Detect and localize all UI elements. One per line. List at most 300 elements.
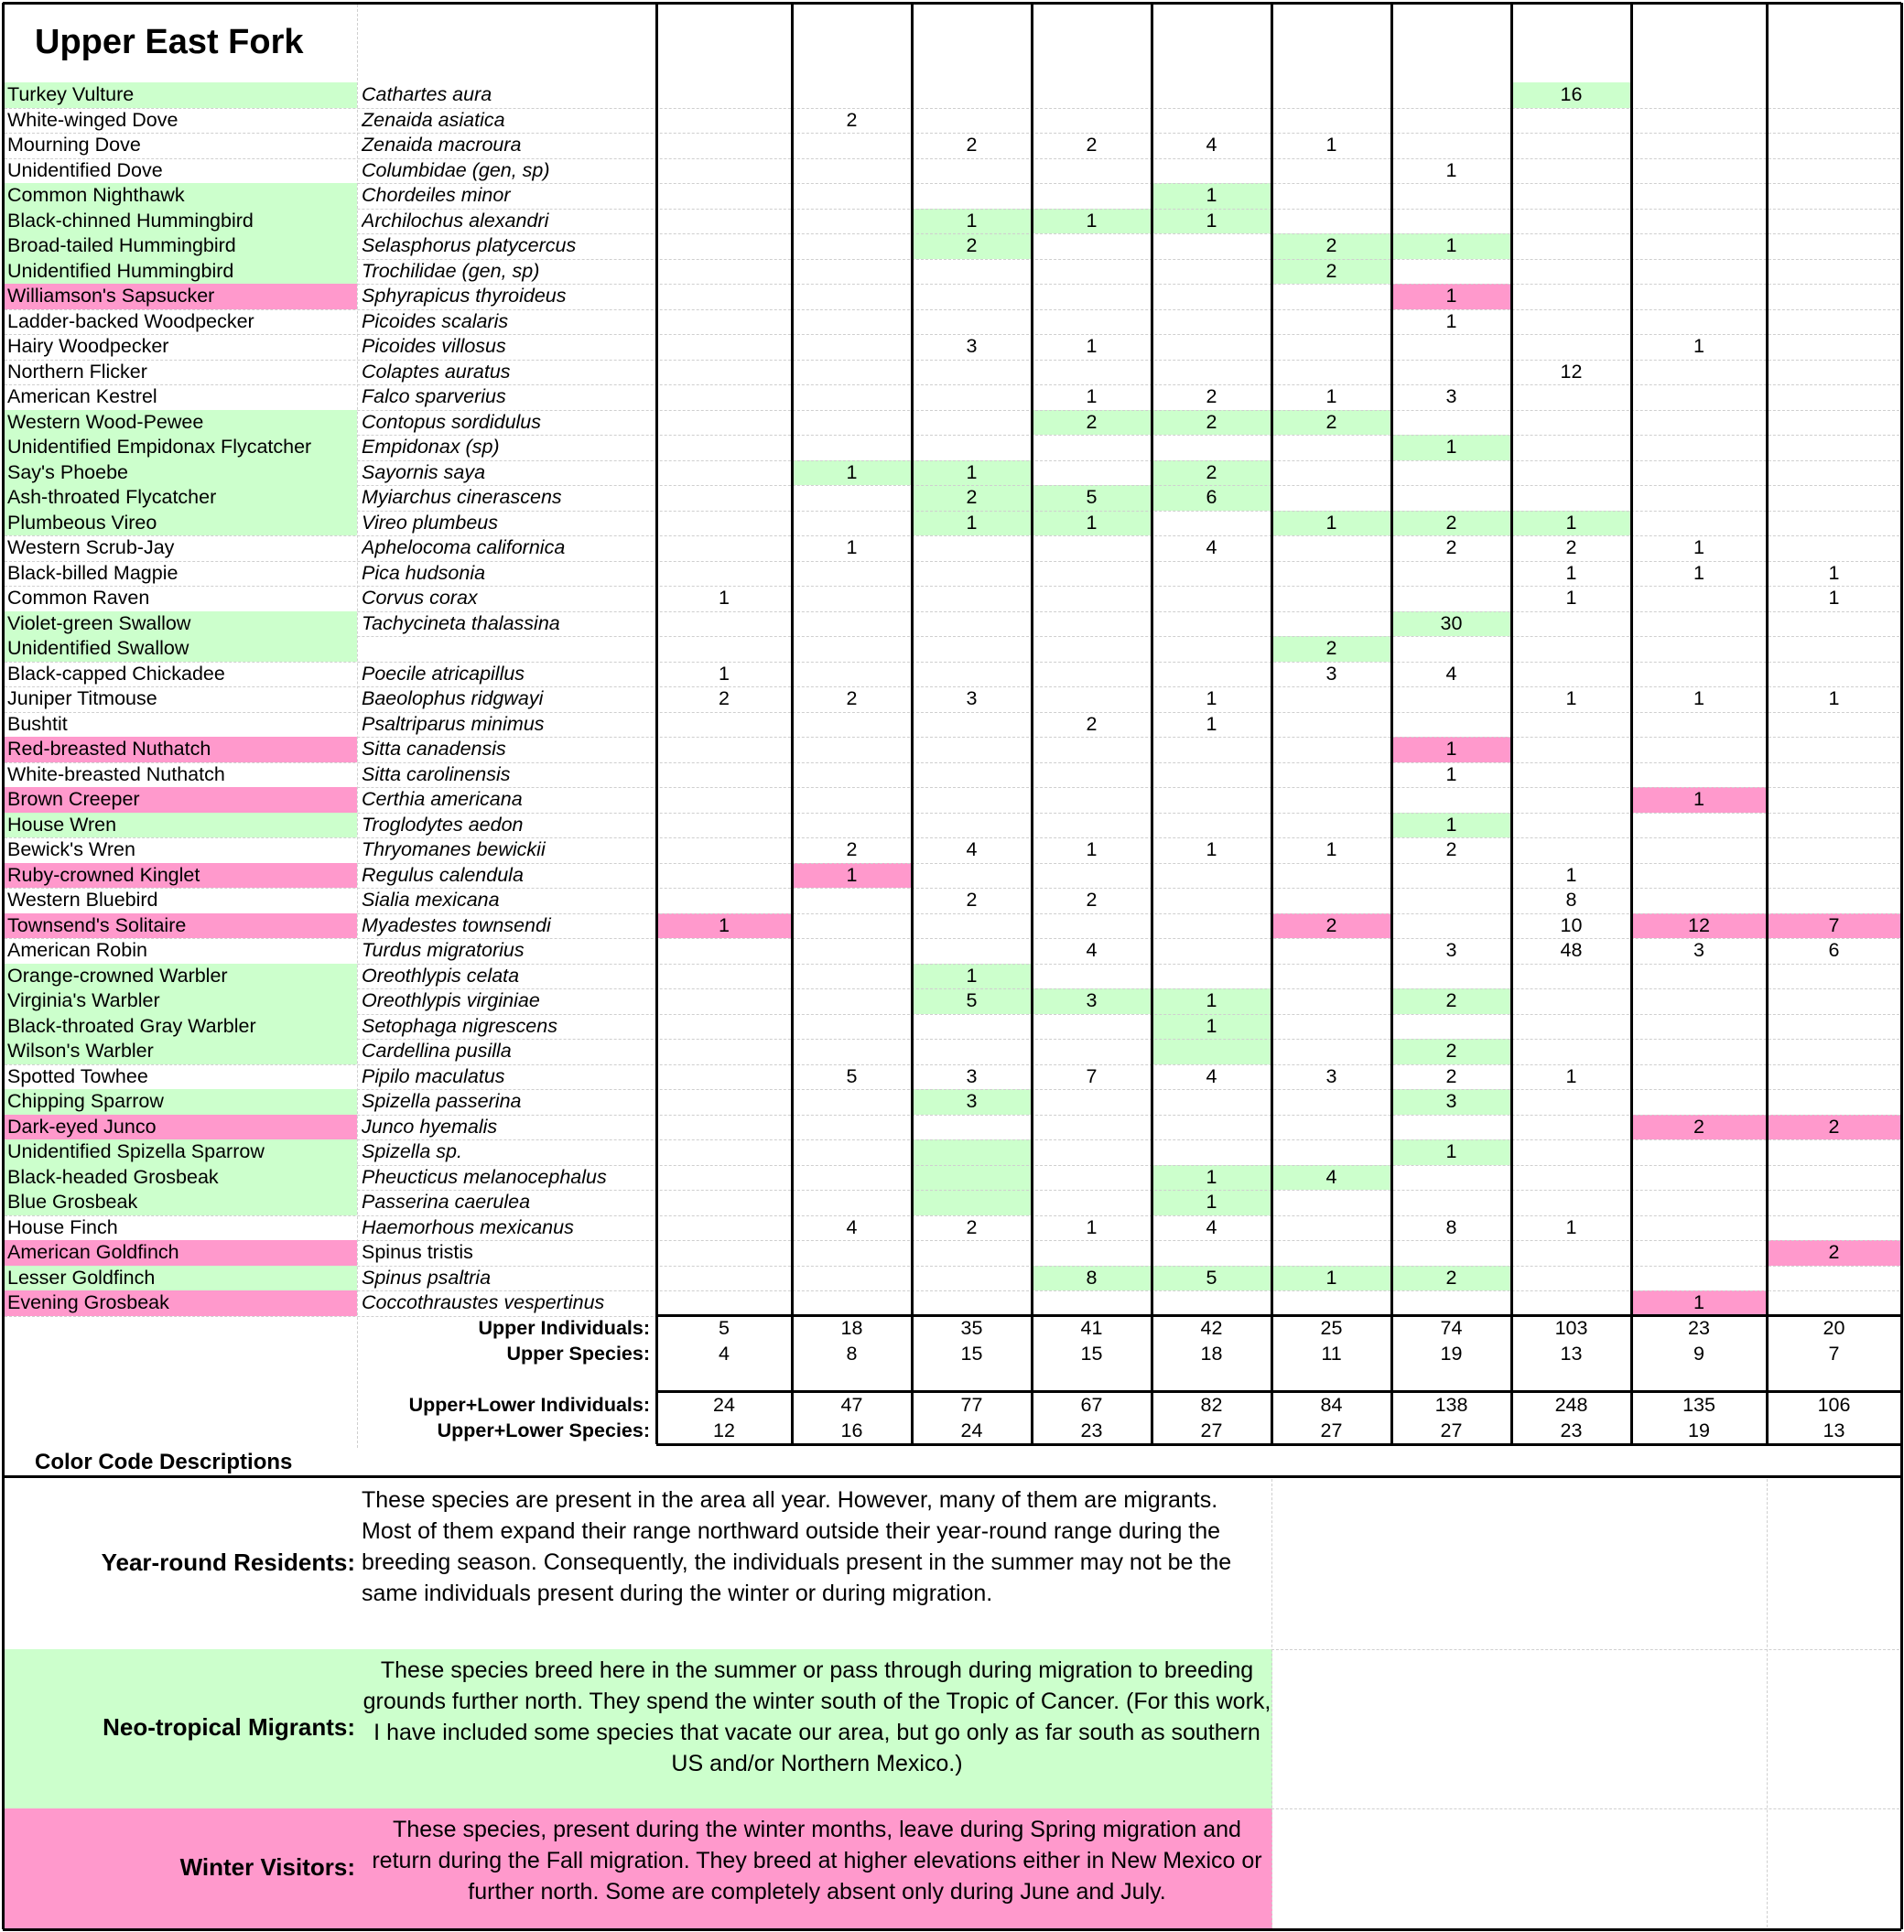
upper-lower-individuals-value: 47	[840, 1394, 863, 1416]
count-cell: 1	[1086, 838, 1098, 860]
count-cell: 1	[1565, 561, 1577, 584]
common-name: Brown Creeper	[7, 788, 140, 810]
count-cell: 2	[966, 889, 978, 911]
count-cell: 1	[1086, 511, 1098, 534]
scientific-name: Vireo plumbeus	[362, 511, 498, 534]
count-cell: 1	[846, 460, 858, 483]
legend-title: Color Code Descriptions	[35, 1450, 293, 1474]
count-cell: 1	[1565, 511, 1577, 534]
scientific-name: Corvus corax	[362, 587, 478, 609]
upper-lower-individuals-value: 82	[1200, 1394, 1223, 1416]
upper-individuals-label: Upper Individuals:	[478, 1317, 650, 1339]
count-cell: 2	[1086, 889, 1098, 911]
upper-species-value: 19	[1440, 1343, 1463, 1365]
count-cell: 3	[966, 687, 978, 709]
legend-description: These species are present in the area all year. However, many of them are migrants. Most of them expand their range northward outside their year-round range during the breeding season. Consequently, the individuals present in the summer may not be the same individuals present during the winter or during migration.	[362, 1487, 1232, 1606]
common-name: Plumbeous Vireo	[7, 511, 157, 534]
count-cell: 2	[1445, 1040, 1457, 1062]
scientific-name: Chordeiles minor	[362, 184, 511, 206]
count-cell: 2	[1206, 410, 1217, 433]
legend-label: Neo-tropical Migrants:	[103, 1713, 355, 1741]
page-title: Upper East Fork	[35, 23, 304, 61]
common-name: Broad-tailed Hummingbird	[7, 234, 236, 256]
scientific-name: Spinus psaltria	[362, 1266, 492, 1289]
count-cell: 2	[1325, 913, 1337, 936]
count-cell: 2	[1445, 511, 1457, 534]
scientific-name: Baeolophus ridgwayi	[362, 687, 544, 709]
legend-gridline	[1271, 1479, 1272, 1927]
scientific-name: Sphyrapicus thyroideus	[362, 285, 567, 307]
column-border	[1390, 3, 1393, 1444]
count-cell: 5	[1206, 1266, 1217, 1289]
count-cell: 1	[1086, 385, 1098, 407]
legend-label: Year-round Residents:	[101, 1549, 355, 1576]
scientific-name: Sayornis saya	[362, 460, 486, 483]
count-highlight	[914, 1190, 1031, 1215]
count-cell: 2	[1828, 1241, 1840, 1263]
outer-border-left	[2, 3, 5, 1929]
count-cell: 2	[1325, 259, 1337, 282]
common-name: Black-billed Magpie	[7, 561, 178, 584]
count-cell: 1	[1828, 687, 1840, 709]
count-cell: 6	[1828, 939, 1840, 961]
count-cell: 1	[1325, 134, 1337, 156]
scientific-name: Myadestes townsendi	[362, 913, 551, 936]
common-name: Northern Flicker	[7, 360, 147, 383]
scientific-name: Contopus sordidulus	[362, 410, 542, 433]
count-cell: 1	[966, 511, 978, 534]
outer-border-bottom	[3, 1928, 1901, 1931]
count-cell: 2	[1325, 637, 1337, 659]
count-cell: 1	[1445, 309, 1457, 332]
count-cell: 1	[1086, 1215, 1098, 1238]
scientific-name: Cathartes aura	[362, 83, 492, 105]
count-cell: 1	[1693, 687, 1704, 709]
common-name: Unidentified Spizella Sparrow	[7, 1140, 265, 1162]
scientific-name: Certhia americana	[362, 788, 523, 810]
common-name: Western Wood-Pewee	[7, 410, 204, 433]
legend-description: These species breed here in the summer or pass through during migration to breeding grounds further north. They spend the winter south of the Tropic of Cancer. (For this work, I have included some species that vacate our area, but go only as far south as southern US and/or Northern Mexico.)	[362, 1657, 1271, 1776]
count-highlight	[914, 1165, 1031, 1191]
count-highlight	[914, 1139, 1031, 1165]
count-cell: 5	[846, 1064, 858, 1087]
common-name: Ash-throated Flycatcher	[7, 486, 217, 508]
count-cell: 1	[1325, 511, 1337, 534]
common-name: Western Scrub-Jay	[7, 536, 175, 558]
upper-individuals-value: 35	[960, 1317, 983, 1339]
count-cell: 1	[846, 536, 858, 558]
upper-lower-individuals-value: 77	[960, 1394, 983, 1416]
scientific-name: Picoides villosus	[362, 335, 506, 357]
count-cell: 4	[966, 838, 978, 860]
scientific-name: Pipilo maculatus	[362, 1064, 505, 1087]
count-cell: 2	[1206, 460, 1217, 483]
upper-lower-individuals-value: 138	[1434, 1394, 1468, 1416]
upper-lower-species-value: 24	[960, 1419, 983, 1441]
count-cell: 8	[1086, 1266, 1098, 1289]
scientific-name: Sitta carolinensis	[362, 762, 511, 785]
column-border	[911, 3, 914, 1444]
count-cell: 2	[1086, 712, 1098, 735]
scientific-name: Pica hudsonia	[362, 561, 486, 584]
count-cell: 3	[1445, 939, 1457, 961]
legend-gridline	[1271, 1808, 1899, 1809]
upper-lower-species-value: 23	[1080, 1419, 1103, 1441]
common-name: House Finch	[7, 1215, 118, 1238]
common-name: Juniper Titmouse	[7, 687, 157, 709]
upper-individuals-value: 20	[1823, 1317, 1845, 1339]
count-cell: 12	[1688, 913, 1710, 936]
scientific-name: Oreothlypis celata	[362, 964, 520, 987]
scientific-name: Setophaga nigrescens	[362, 1014, 557, 1037]
count-cell: 1	[1693, 335, 1704, 357]
upper-individuals-value: 41	[1080, 1317, 1103, 1339]
scientific-name: Poecile atricapillus	[362, 662, 525, 685]
common-name: Turkey Vulture	[7, 83, 135, 105]
count-cell: 1	[1565, 1064, 1577, 1087]
count-cell: 1	[1206, 184, 1217, 206]
count-cell: 1	[1565, 587, 1577, 609]
count-cell: 4	[1206, 1064, 1217, 1087]
common-name: Unidentified Empidonax Flycatcher	[7, 436, 312, 458]
common-name: Hairy Woodpecker	[7, 335, 169, 357]
count-cell: 1	[1325, 838, 1337, 860]
legend-gridline	[1767, 1479, 1768, 1927]
count-cell: 6	[1206, 486, 1217, 508]
count-cell: 1	[1325, 385, 1337, 407]
common-name: American Robin	[7, 939, 147, 961]
scientific-name: Pheucticus melanocephalus	[362, 1165, 607, 1188]
count-cell: 3	[1445, 1090, 1457, 1112]
count-cell: 3	[1325, 662, 1337, 685]
upper-species-label: Upper Species:	[506, 1343, 650, 1365]
count-cell: 2	[719, 687, 730, 709]
count-cell: 1	[966, 209, 978, 232]
scientific-name: Spizella passerina	[362, 1090, 522, 1112]
common-name: Ruby-crowned Kinglet	[7, 863, 200, 886]
scientific-name: Oreothlypis virginiae	[362, 989, 540, 1011]
count-cell: 2	[1086, 410, 1098, 433]
count-cell: 1	[1828, 561, 1840, 584]
count-cell: 4	[1086, 939, 1098, 961]
count-cell: 1	[1206, 1191, 1217, 1213]
count-cell: 1	[846, 863, 858, 886]
count-cell: 2	[1325, 234, 1337, 256]
count-cell: 1	[719, 662, 730, 685]
common-name: Say's Phoebe	[7, 460, 129, 483]
count-cell: 2	[966, 234, 978, 256]
count-cell: 1	[1206, 989, 1217, 1011]
upper-lower-species-value: 16	[840, 1419, 863, 1441]
upper-lower-individuals-value: 24	[713, 1394, 735, 1416]
count-cell: 1	[966, 964, 978, 987]
totals-border-mid	[656, 1390, 1901, 1393]
common-name: Bushtit	[7, 712, 68, 735]
scientific-name: Picoides scalaris	[362, 309, 509, 332]
scientific-name: Falco sparverius	[362, 385, 506, 407]
scientific-name: Spinus tristis	[362, 1241, 473, 1263]
count-cell: 1	[1693, 561, 1704, 584]
count-cell: 1	[1828, 587, 1840, 609]
upper-lower-individuals-value: 106	[1817, 1394, 1851, 1416]
common-name: Western Bluebird	[7, 889, 158, 911]
common-name: Common Raven	[7, 587, 150, 609]
common-name: Mourning Dove	[7, 134, 141, 156]
common-name: Evening Grosbeak	[7, 1291, 169, 1313]
scientific-name: Tachycineta thalassina	[362, 611, 560, 634]
scientific-name: Aphelocoma californica	[362, 536, 566, 558]
count-cell: 1	[1445, 234, 1457, 256]
scientific-name: Troglodytes aedon	[362, 813, 524, 836]
count-cell: 3	[966, 1090, 978, 1112]
scientific-name: Sialia mexicana	[362, 889, 500, 911]
count-cell: 1	[1206, 209, 1217, 232]
scientific-name: Cardellina pusilla	[362, 1040, 512, 1062]
count-cell: 1	[1206, 838, 1217, 860]
upper-lower-species-value: 23	[1560, 1419, 1583, 1441]
column-border	[655, 3, 658, 1444]
count-cell: 1	[1565, 863, 1577, 886]
common-name: Unidentified Dove	[7, 158, 163, 181]
common-name: Blue Grosbeak	[7, 1191, 138, 1213]
count-cell: 2	[1445, 1266, 1457, 1289]
count-cell: 2	[1325, 410, 1337, 433]
scientific-name: Thryomanes bewickii	[362, 838, 546, 860]
count-cell: 7	[1828, 913, 1840, 936]
count-cell: 1	[1325, 1266, 1337, 1289]
upper-individuals-value: 74	[1440, 1317, 1463, 1339]
legend-description: These species, present during the winter months, leave during Spring migration and return during the Fall migration. They breed at higher elevations either in New Mexico or further north. Some are completely absent only during June and July.	[372, 1817, 1262, 1905]
count-cell: 48	[1560, 939, 1583, 961]
common-name: Black-throated Gray Warbler	[7, 1014, 256, 1037]
upper-lower-species-value: 27	[1440, 1419, 1463, 1441]
count-cell: 12	[1560, 360, 1583, 383]
count-cell: 1	[1445, 436, 1457, 458]
count-cell: 3	[966, 1064, 978, 1087]
count-cell: 1	[1693, 788, 1704, 810]
upper-lower-species-value: 27	[1200, 1419, 1223, 1441]
scientific-name: Selasphorus platycercus	[362, 234, 577, 256]
count-cell: 1	[1693, 1291, 1704, 1313]
count-cell: 4	[1445, 662, 1457, 685]
count-cell: 2	[1693, 1115, 1704, 1138]
legend-gridline	[1271, 1649, 1899, 1650]
count-cell: 4	[1206, 1215, 1217, 1238]
upper-species-value: 15	[960, 1343, 983, 1365]
upper-individuals-value: 103	[1554, 1317, 1588, 1339]
count-cell: 4	[1206, 134, 1217, 156]
upper-lower-species-label: Upper+Lower Species:	[437, 1419, 650, 1441]
common-name: Bewick's Wren	[7, 838, 135, 860]
scientific-name: Myiarchus cinerascens	[362, 486, 562, 508]
upper-lower-species-value: 19	[1688, 1419, 1710, 1441]
outer-border-top	[3, 2, 1901, 5]
common-name: Lesser Goldfinch	[7, 1266, 156, 1289]
scientific-name: Junco hyemalis	[362, 1115, 498, 1138]
legend-border-top	[3, 1475, 1901, 1478]
scientific-name: Trochilidae (gen, sp)	[362, 259, 540, 282]
outer-border-right	[1900, 3, 1903, 1929]
scientific-name: Regulus calendula	[362, 863, 524, 886]
common-name: Black-capped Chickadee	[7, 662, 225, 685]
count-cell: 1	[966, 460, 978, 483]
count-cell: 10	[1560, 913, 1583, 936]
scientific-name: Columbidae (gen, sp)	[362, 158, 550, 181]
count-cell: 1	[719, 913, 730, 936]
column-border	[1630, 3, 1633, 1444]
column-border	[1510, 3, 1513, 1444]
scientific-name: Colaptes auratus	[362, 360, 511, 383]
common-name: White-winged Dove	[7, 108, 178, 131]
scientific-name: Coccothraustes vespertinus	[362, 1291, 605, 1313]
upper-species-value: 8	[846, 1343, 858, 1365]
count-cell: 1	[1086, 335, 1098, 357]
upper-species-value: 13	[1560, 1343, 1583, 1365]
count-cell: 1	[1206, 1165, 1217, 1188]
common-name: White-breasted Nuthatch	[7, 762, 225, 785]
count-highlight	[1153, 1039, 1271, 1064]
count-cell: 4	[846, 1215, 858, 1238]
count-cell: 2	[1206, 385, 1217, 407]
legend-label: Winter Visitors:	[179, 1852, 355, 1881]
upper-individuals-value: 25	[1320, 1317, 1343, 1339]
common-name: Common Nighthawk	[7, 184, 185, 206]
count-cell: 2	[966, 1215, 978, 1238]
scientific-name: Zenaida macroura	[362, 134, 522, 156]
common-name: Red-breasted Nuthatch	[7, 738, 211, 760]
count-cell: 7	[1086, 1064, 1098, 1087]
count-cell: 2	[1828, 1115, 1840, 1138]
count-cell: 1	[1206, 712, 1217, 735]
count-cell: 1	[1086, 209, 1098, 232]
count-cell: 1	[1445, 813, 1457, 836]
upper-individuals-value: 23	[1688, 1317, 1710, 1339]
common-name: Violet-green Swallow	[7, 611, 191, 634]
count-cell: 1	[1565, 687, 1577, 709]
upper-species-value: 9	[1693, 1343, 1704, 1365]
count-cell: 2	[846, 108, 858, 131]
common-name: Spotted Towhee	[7, 1064, 148, 1087]
common-name: Chipping Sparrow	[7, 1090, 164, 1112]
scientific-name: Archilochus alexandri	[362, 209, 549, 232]
common-name: Orange-crowned Warbler	[7, 964, 228, 987]
column-border	[1151, 3, 1153, 1444]
upper-species-value: 18	[1200, 1343, 1223, 1365]
column-border	[1766, 3, 1769, 1444]
common-name: Black-chinned Hummingbird	[7, 209, 254, 232]
count-cell: 1	[1206, 1014, 1217, 1037]
common-name: Unidentified Hummingbird	[7, 259, 234, 282]
count-cell: 2	[1445, 989, 1457, 1011]
common-name: Williamson's Sapsucker	[7, 285, 215, 307]
count-cell: 1	[1445, 762, 1457, 785]
upper-lower-individuals-value: 84	[1320, 1394, 1343, 1416]
common-name: Virginia's Warbler	[7, 989, 160, 1011]
column-gridline	[357, 5, 358, 1448]
upper-individuals-value: 5	[719, 1317, 730, 1339]
upper-species-value: 7	[1828, 1343, 1840, 1365]
column-border	[1031, 3, 1033, 1444]
count-cell: 4	[1206, 536, 1217, 558]
count-cell: 5	[966, 989, 978, 1011]
scientific-name: Turdus migratorius	[362, 939, 525, 961]
upper-individuals-value: 42	[1200, 1317, 1223, 1339]
count-cell: 8	[1565, 889, 1577, 911]
count-cell: 2	[1445, 1064, 1457, 1087]
upper-lower-species-value: 12	[713, 1419, 735, 1441]
column-border	[791, 3, 794, 1444]
scientific-name: Psaltriparus minimus	[362, 712, 545, 735]
upper-lower-individuals-value: 248	[1554, 1394, 1588, 1416]
common-name: Unidentified Swallow	[7, 637, 189, 659]
common-name: Dark-eyed Junco	[7, 1115, 157, 1138]
count-cell: 2	[1086, 134, 1098, 156]
count-cell: 5	[1086, 486, 1098, 508]
count-cell: 3	[966, 335, 978, 357]
count-cell: 1	[1445, 1140, 1457, 1162]
common-name: Wilson's Warbler	[7, 1040, 154, 1062]
count-cell: 1	[1445, 738, 1457, 760]
scientific-name: Haemorhous mexicanus	[362, 1215, 574, 1238]
count-cell: 1	[1693, 536, 1704, 558]
count-cell: 1	[719, 587, 730, 609]
count-cell: 3	[1693, 939, 1704, 961]
count-cell: 2	[846, 687, 858, 709]
common-name: American Goldfinch	[7, 1241, 179, 1263]
totals-border-top	[656, 1314, 1901, 1317]
count-cell: 3	[1325, 1064, 1337, 1087]
count-cell: 16	[1560, 83, 1583, 105]
count-cell: 2	[966, 486, 978, 508]
count-cell: 1	[1445, 285, 1457, 307]
upper-lower-individuals-value: 67	[1080, 1394, 1103, 1416]
upper-lower-species-value: 27	[1320, 1419, 1343, 1441]
count-cell: 1	[1206, 687, 1217, 709]
common-name: Ladder-backed Woodpecker	[7, 309, 254, 332]
count-cell: 2	[1565, 536, 1577, 558]
upper-individuals-value: 18	[840, 1317, 863, 1339]
common-name: House Wren	[7, 813, 117, 836]
upper-lower-individuals-value: 135	[1682, 1394, 1715, 1416]
upper-lower-individuals-label: Upper+Lower Individuals:	[408, 1394, 650, 1416]
count-cell: 30	[1440, 611, 1463, 634]
common-name: Black-headed Grosbeak	[7, 1165, 219, 1188]
totals-border-bottom	[656, 1443, 1901, 1446]
common-name: American Kestrel	[7, 385, 157, 407]
upper-species-value: 11	[1321, 1343, 1342, 1365]
scientific-name: Zenaida asiatica	[362, 108, 505, 131]
common-name: Townsend's Solitaire	[7, 913, 187, 936]
count-cell: 2	[846, 838, 858, 860]
count-cell: 4	[1325, 1165, 1337, 1188]
count-cell: 8	[1445, 1215, 1457, 1238]
scientific-name: Empidonax (sp)	[362, 436, 500, 458]
upper-species-value: 4	[719, 1343, 730, 1365]
count-cell: 3	[1086, 989, 1098, 1011]
scientific-name: Passerina caerulea	[362, 1191, 531, 1213]
upper-lower-species-value: 13	[1823, 1419, 1845, 1441]
count-cell: 2	[966, 134, 978, 156]
count-cell: 1	[1565, 1215, 1577, 1238]
count-cell: 1	[1445, 158, 1457, 181]
count-cell: 2	[1445, 838, 1457, 860]
scientific-name: Spizella sp.	[362, 1140, 462, 1162]
count-cell: 3	[1445, 385, 1457, 407]
count-cell: 2	[1445, 536, 1457, 558]
column-border	[1271, 3, 1273, 1444]
upper-species-value: 15	[1080, 1343, 1103, 1365]
scientific-name: Sitta canadensis	[362, 738, 506, 760]
